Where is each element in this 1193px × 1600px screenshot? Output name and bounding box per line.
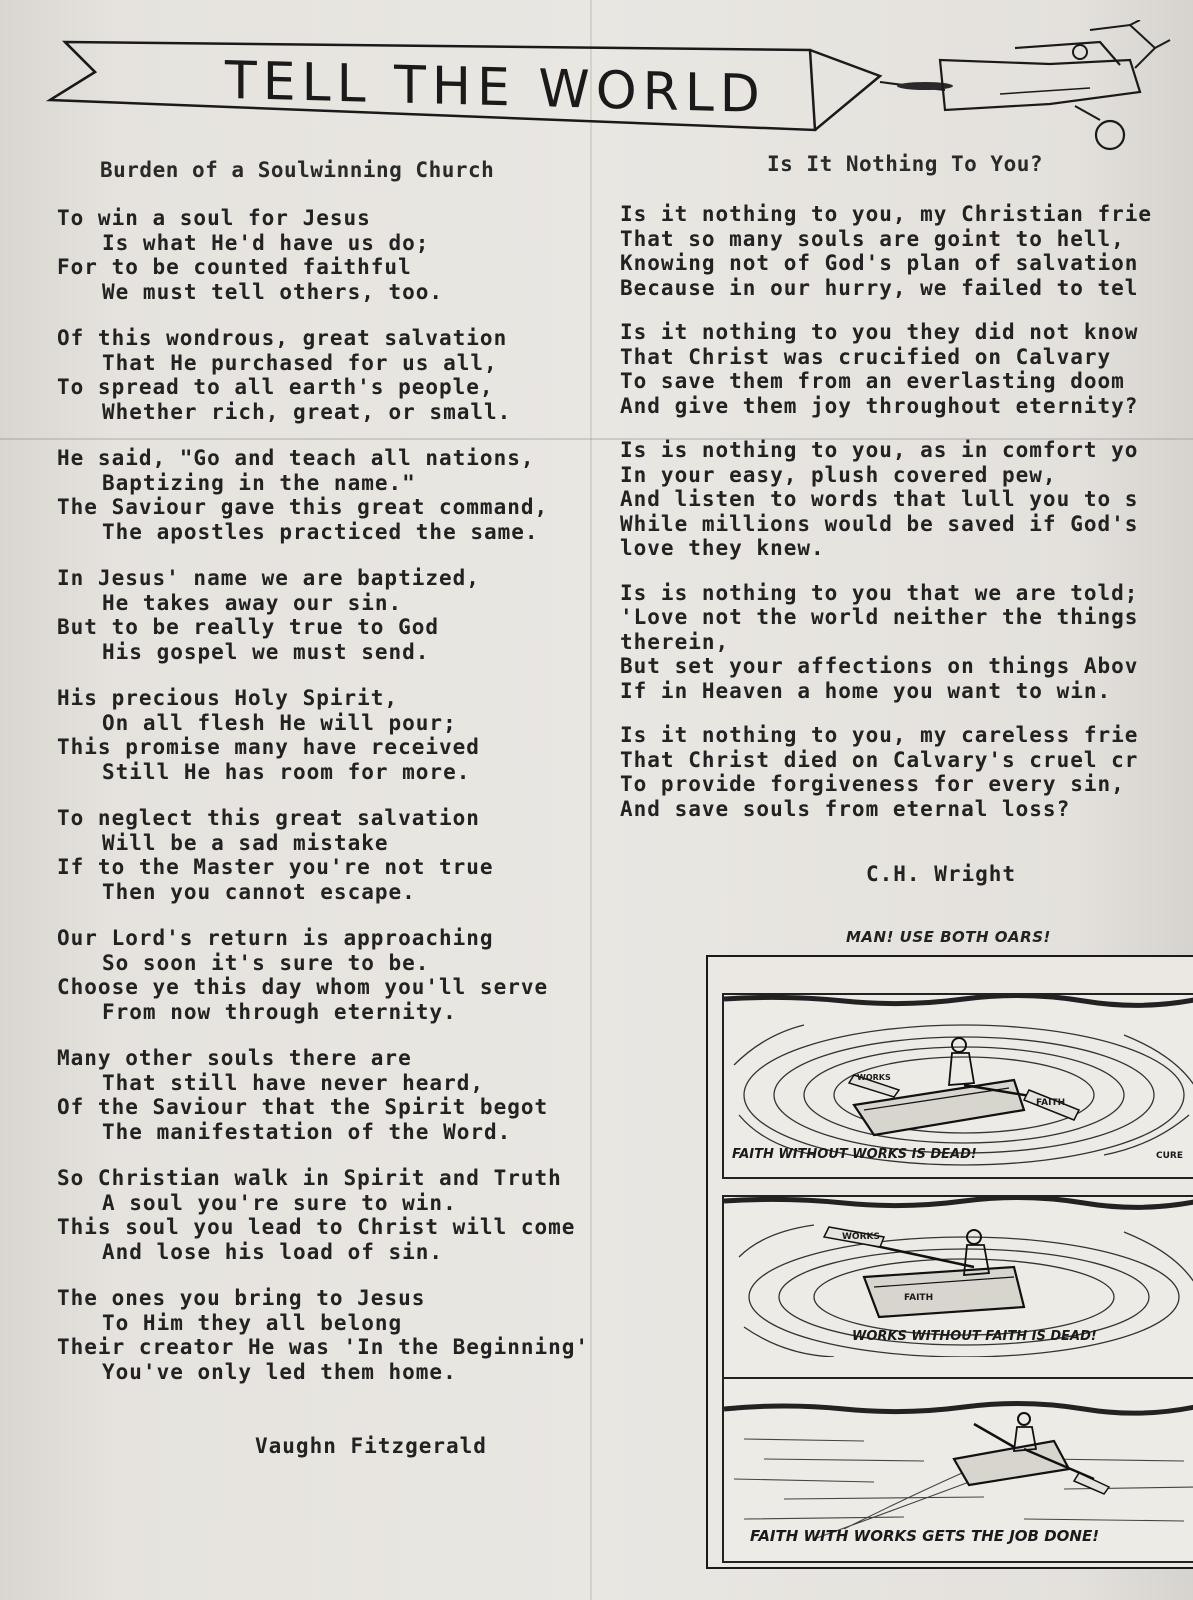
poem-line: Is it nothing to you, my careless frie	[620, 723, 1139, 747]
poem-line: A soul you're sure to win.	[102, 1190, 457, 1215]
poem-line: We must tell others, too.	[102, 279, 444, 304]
poem-line: That so many souls are goint to hell,	[620, 226, 1125, 251]
poem-line: To save them from an everlasting doom	[620, 369, 1125, 393]
comic-panel-1-caption: FAITH WITHOUT WORKS IS DEAD!	[732, 1147, 977, 1162]
poem-line: To neglect this great salvation	[57, 806, 480, 830]
poem-line: To win a soul for Jesus	[57, 206, 371, 230]
poem-line: For to be counted faithful	[57, 255, 412, 279]
poem-line: If in Heaven a home you want to win.	[620, 678, 1112, 703]
poem-line: Their creator He was 'In the Beginning'	[57, 1335, 590, 1359]
poem-line: So soon it's sure to be.	[102, 950, 430, 975]
comic-title: MAN! USE BOTH OARS!	[846, 928, 1051, 946]
comic-panel-2-oar-label-right: FAITH	[904, 1293, 934, 1303]
poem-line: While millions would be saved if God's	[620, 511, 1139, 536]
right-poem-stanza	[620, 723, 1138, 821]
comic-panel-1	[722, 993, 1193, 1179]
poem-line: But set your affections on things Abov	[620, 654, 1139, 678]
left-poem-stanza	[57, 206, 443, 304]
poem-line: Whether rich, great, or small.	[102, 399, 512, 424]
left-poem-stanza	[57, 1046, 548, 1144]
poem-line: 'Love not the world neither the things	[620, 605, 1139, 629]
poem-line: His precious Holy Spirit,	[57, 686, 399, 710]
poem-line: And listen to words that lull you to s	[620, 487, 1139, 511]
right-poem-stanza	[620, 581, 1138, 704]
poem-line: His gospel we must send.	[102, 639, 430, 664]
poem-line: Is it nothing to you, my Christian frie	[620, 202, 1153, 226]
left-poem-stanza	[57, 1166, 575, 1264]
paper-fold-vertical	[590, 0, 592, 1600]
poem-line: On all flesh He will pour;	[102, 710, 457, 735]
poem-line: You've only led them home.	[102, 1359, 457, 1384]
poem-line: And give them joy throughout eternity?	[620, 393, 1139, 418]
comic-panel-2-caption: WORKS WITHOUT FAITH IS DEAD!	[852, 1329, 1097, 1344]
right-poem-author: C.H. Wright	[866, 862, 1017, 886]
poem-line: Of the Saviour that the Spirit begot	[57, 1095, 549, 1119]
left-poem-stanza	[57, 806, 494, 904]
poem-line: Of this wondrous, great salvation	[57, 326, 508, 350]
left-poem-stanza	[57, 1286, 589, 1384]
right-poem-stanza	[620, 438, 1138, 561]
comic-panel-1-oar-label-left: WORKS	[857, 1073, 891, 1082]
poem-line: Many other souls there are	[57, 1046, 412, 1070]
poem-line: The apostles practiced the same.	[102, 519, 539, 544]
poem-line: therein,	[620, 629, 730, 654]
poem-line: That still have never heard,	[102, 1070, 485, 1095]
poem-line: This promise many have received	[57, 735, 480, 759]
poem-line: This soul you lead to Christ will come	[57, 1215, 576, 1239]
poem-line: To spread to all earth's people,	[57, 375, 494, 399]
poem-line: He takes away our sin.	[102, 590, 403, 615]
poem-line: But to be really true to God	[57, 615, 440, 639]
comic-panel-2-oar-label-left: WORKS	[842, 1232, 880, 1242]
poem-line: Choose ye this day whom you'll serve	[57, 975, 549, 999]
comic-strip	[706, 955, 1193, 1569]
poem-line: The manifestation of the Word.	[102, 1119, 512, 1144]
poem-line: To Him they all belong	[102, 1310, 403, 1335]
left-poem-title: Burden of a Soulwinning Church	[100, 158, 495, 182]
comic-panel-2	[722, 1195, 1193, 1381]
left-poem-stanza	[57, 566, 480, 664]
poem-line: To provide forgiveness for every sin,	[620, 772, 1125, 796]
left-poem-stanza	[57, 326, 511, 424]
poem-line: That Christ was crucified on Calvary	[620, 344, 1112, 369]
poem-line: Is it nothing to you they did not know	[620, 320, 1139, 344]
right-poem-stanza	[620, 320, 1138, 418]
poem-line: That Christ died on Calvary's cruel cr	[620, 747, 1139, 772]
comic-panel-1-oar-label-right: FAITH	[1036, 1098, 1066, 1108]
comic-panel-1-signature: CURE	[1156, 1151, 1183, 1161]
poem-line: From now through eternity.	[102, 999, 457, 1024]
left-poem-stanza	[57, 446, 548, 544]
poem-line: If to the Master you're not true	[57, 855, 494, 879]
poem-line: That He purchased for us all,	[102, 350, 498, 375]
banner-title: TELL THE WORLD	[225, 50, 766, 126]
banner	[40, 20, 1190, 160]
poem-line: The Saviour gave this great command,	[57, 495, 549, 519]
left-poem-stanza	[57, 926, 548, 1024]
poem-line: love they knew.	[620, 536, 825, 560]
right-poem-title: Is It Nothing To You?	[767, 152, 1044, 176]
poem-line: And lose his load of sin.	[102, 1239, 444, 1264]
poem-line: Our Lord's return is approaching	[57, 926, 494, 950]
poem-line: Baptizing in the name."	[102, 470, 416, 495]
poem-line: Then you cannot escape.	[102, 879, 416, 904]
poem-line: The ones you bring to Jesus	[57, 1286, 426, 1310]
poem-line: Because in our hurry, we failed to tel	[620, 275, 1139, 300]
poem-line: In Jesus' name we are baptized,	[57, 566, 480, 590]
left-poem-author: Vaughn Fitzgerald	[255, 1434, 487, 1458]
comic-panel-3	[722, 1377, 1193, 1563]
poem-line: So Christian walk in Spirit and Truth	[57, 1166, 562, 1190]
poem-line: He said, "Go and teach all nations,	[57, 446, 535, 470]
poem-line: In your easy, plush covered pew,	[620, 462, 1057, 487]
poem-line: Is is nothing to you, as in comfort yo	[620, 438, 1139, 462]
poem-line: Knowing not of God's plan of salvation	[620, 251, 1139, 275]
poem-line: Still He has room for more.	[102, 759, 471, 784]
poem-line: Will be a sad mistake	[102, 830, 389, 855]
poem-line: Is is nothing to you that we are told;	[620, 580, 1139, 605]
left-poem-stanza	[57, 686, 480, 784]
poem-line: And save souls from eternal loss?	[620, 796, 1071, 821]
poem-line: Is what He'd have us do;	[102, 230, 430, 255]
right-poem-stanza	[620, 202, 1152, 300]
comic-panel-3-caption: FAITH WITH WORKS GETS THE JOB DONE!	[750, 1527, 1100, 1545]
